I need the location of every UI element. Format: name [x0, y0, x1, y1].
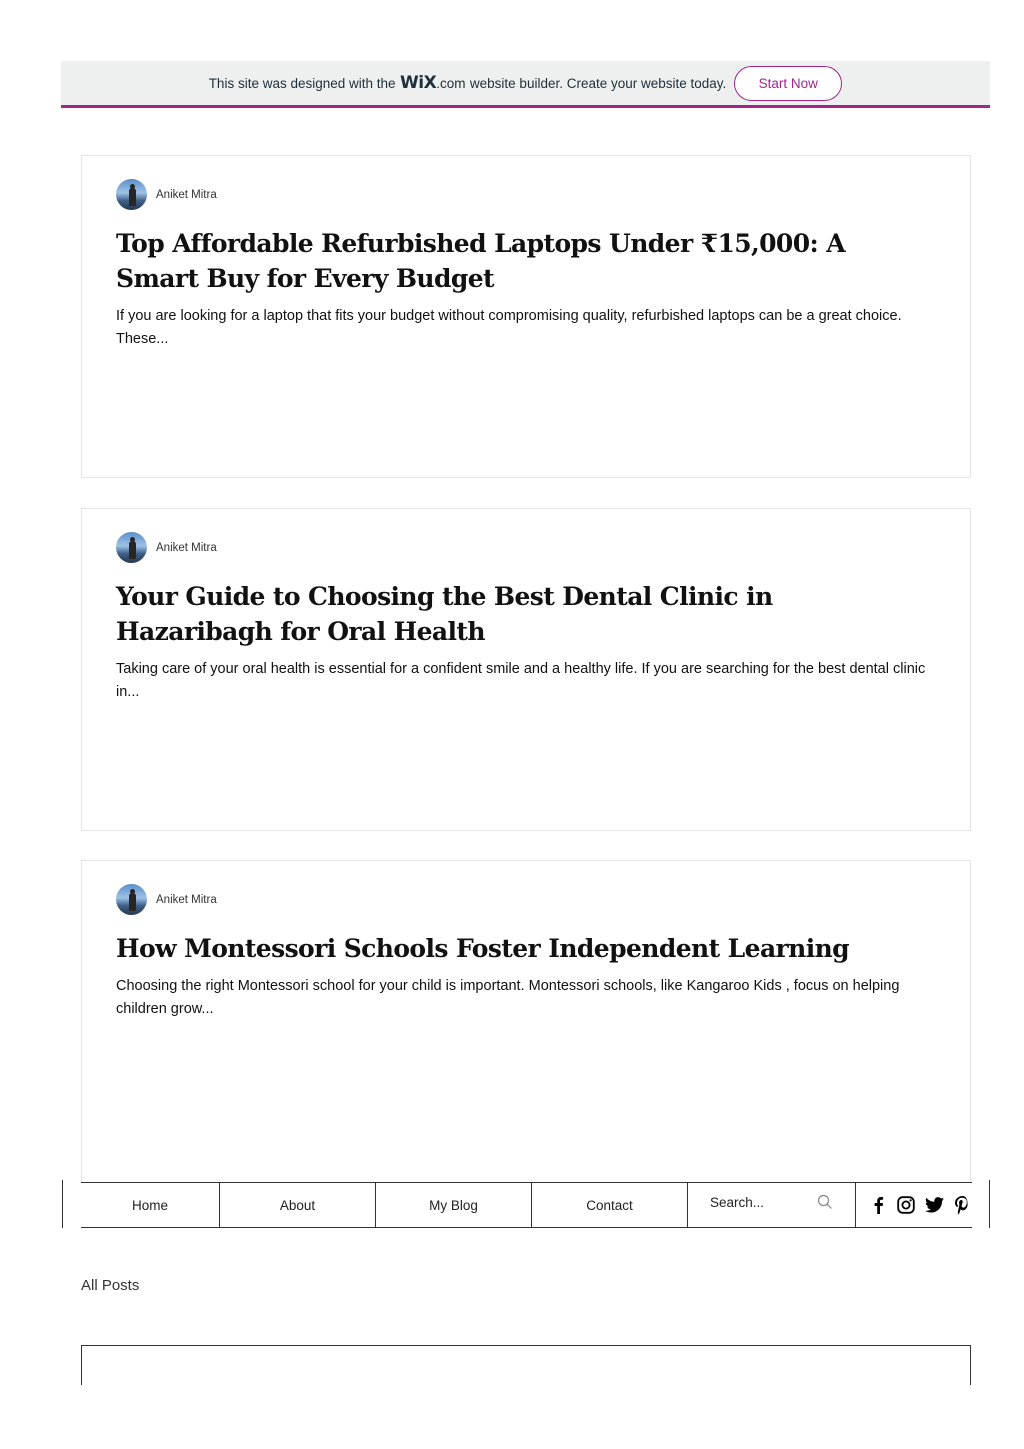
nav-item-about[interactable]: About: [220, 1183, 376, 1227]
nav-item-contact[interactable]: Contact: [532, 1183, 688, 1227]
wix-logo-suffix: .com: [436, 75, 466, 91]
banner-text-before: This site was designed with the: [208, 75, 396, 91]
post-excerpt[interactable]: Taking care of your oral health is essential for a confident smile and a healthy life. If you are searching for the best dental clinic in...: [116, 661, 926, 700]
author-name[interactable]: Aniket Mitra: [156, 541, 217, 554]
pinterest-icon[interactable]: [952, 1195, 972, 1215]
banner-text-after: website builder. Create your website today.: [469, 75, 727, 91]
start-now-button[interactable]: Start Now: [734, 66, 842, 101]
post-card[interactable]: [81, 860, 971, 1183]
post-list-container: [81, 1345, 971, 1385]
wix-logo: WiX: [400, 73, 437, 93]
nav-item-home[interactable]: Home: [81, 1183, 220, 1227]
avatar[interactable]: [116, 884, 147, 915]
author-row[interactable]: [116, 179, 217, 210]
post-title[interactable]: Top Affordable Refurbished Laptops Under ₹15,000: A Smart Buy for Every Budget: [116, 229, 846, 293]
search-icon[interactable]: [817, 1194, 833, 1210]
facebook-icon[interactable]: [868, 1195, 888, 1215]
twitter-icon[interactable]: [924, 1195, 944, 1215]
social-bar: [856, 1183, 972, 1227]
post-card[interactable]: [81, 508, 971, 831]
all-posts-label[interactable]: All Posts: [81, 1277, 140, 1294]
instagram-icon[interactable]: [896, 1195, 916, 1215]
wix-banner: [61, 61, 990, 108]
nav-item-my-blog[interactable]: My Blog: [376, 1183, 532, 1227]
avatar[interactable]: [116, 532, 147, 563]
post-title[interactable]: Your Guide to Choosing the Best Dental Clinic in Hazaribagh for Oral Health: [116, 582, 773, 646]
post-excerpt[interactable]: Choosing the right Montessori school for your child is important. Montessori schools, like Kangaroo Kids , focus on helping children grow...: [116, 978, 900, 1017]
search-box: [688, 1183, 856, 1227]
post-card[interactable]: [81, 155, 971, 478]
avatar[interactable]: [116, 179, 147, 210]
author-name[interactable]: Aniket Mitra: [156, 188, 217, 201]
nav-menu: [81, 1182, 972, 1228]
author-row[interactable]: [116, 532, 217, 563]
post-excerpt[interactable]: If you are looking for a laptop that fits your budget without compromising quality, refurbished laptops can be a great choice. These...: [116, 308, 902, 347]
search-input[interactable]: [710, 1195, 820, 1210]
nav-bar: [62, 1180, 990, 1228]
post-title[interactable]: How Montessori Schools Foster Independent Learning: [116, 934, 850, 963]
author-name[interactable]: Aniket Mitra: [156, 893, 217, 906]
author-row[interactable]: [116, 884, 217, 915]
